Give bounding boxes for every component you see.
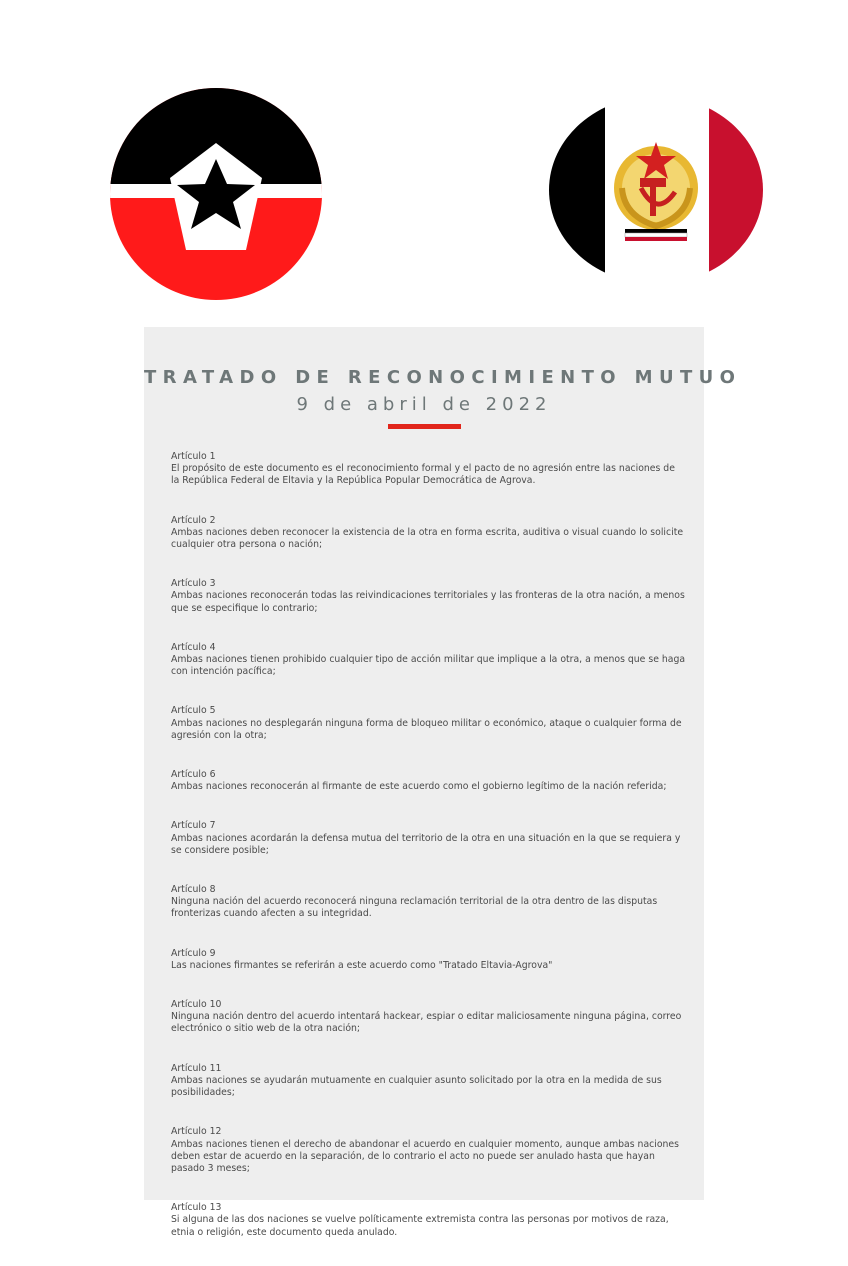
article-body: Ambas naciones reconocerán al firmante de este acuerdo como el gobierno legítimo de la nación referida; <box>171 781 667 793</box>
article-10 <box>171 999 686 1036</box>
article-heading: Artículo 7 <box>171 820 216 832</box>
article-3 <box>171 578 686 615</box>
article-12 <box>171 1126 686 1175</box>
article-heading: Artículo 10 <box>171 999 222 1011</box>
article-2 <box>171 515 686 552</box>
treaty-title: TRATADO DE RECONOCIMIENTO MUTUO <box>144 367 742 388</box>
title-divider <box>388 424 461 429</box>
article-4 <box>171 642 686 679</box>
article-body: Las naciones firmantes se referirán a este acuerdo como "Tratado Eltavia-Agrova" <box>171 959 553 971</box>
article-heading: Artículo 5 <box>171 705 216 717</box>
article-5 <box>171 705 686 742</box>
treaty-panel <box>144 327 742 1238</box>
article-7 <box>171 820 686 857</box>
article-body: Ambas naciones no desplegarán ninguna forma de bloqueo militar o económico, ataque o cualquier forma de agresión con la otra; <box>171 717 682 741</box>
article-body: Ambas naciones tienen prohibido cualquier tipo de acción militar que implique a la otra, a menos que se haga con intención pacífica; <box>171 654 686 678</box>
article-heading: Artículo 9 <box>171 947 216 959</box>
article-body: Ninguna nación del acuerdo reconocerá ninguna reclamación territorial de la otra dentro de las disputas fronterizas cuando afecten a su integridad. <box>171 896 658 920</box>
article-1 <box>171 451 686 488</box>
article-body: Ambas naciones tienen el derecho de abandonar el acuerdo en cualquier momento, aunque ambas naciones deben estar de acuerdo en la separación, de lo contrario el acto no puede ser anulado hasta que hayan pasado 3 meses; <box>171 1138 679 1174</box>
article-6 <box>171 769 686 793</box>
article-body: Ambas naciones deben reconocer la existencia de la otra en forma escrita, auditiva o visual cuando lo solicite cualquier otra persona o nación; <box>171 526 684 551</box>
eltavia-flag <box>109 88 323 300</box>
article-heading: Artículo 2 <box>171 514 216 526</box>
article-body: Ambas naciones reconocerán todas las reivindicaciones territoriales y las fronteras de la otra nación, a menos que se especifique lo contrario; <box>171 590 685 614</box>
article-heading: Artículo 13 <box>171 1202 222 1214</box>
article-heading: Artículo 12 <box>171 1126 222 1138</box>
article-heading: Artículo 3 <box>171 578 216 590</box>
article-body: Ambas naciones se ayudarán mutuamente en cualquier asunto solicitado por la otra en la medida de sus posibilidades; <box>171 1074 662 1099</box>
article-body: Ninguna nación dentro del acuerdo intentará hackear, espiar o editar maliciosamente ninguna página, correo electrónico o sitio web de la otra nación; <box>171 1011 682 1035</box>
article-heading: Artículo 6 <box>171 769 216 781</box>
article-13 <box>171 1202 686 1239</box>
article-body: Ambas naciones acordarán la defensa mutua del territorio de la otra en una situación en la que se requiera y se considere posible; <box>171 832 681 856</box>
article-list <box>171 451 686 1266</box>
article-11 <box>171 1063 686 1100</box>
article-heading: Artículo 11 <box>171 1062 222 1074</box>
article-heading: Artículo 4 <box>171 641 216 653</box>
article-heading: Artículo 1 <box>171 451 216 462</box>
treaty-date: 9 de abril de 2022 <box>296 394 552 415</box>
article-body: Si alguna de las dos naciones se vuelve políticamente extremista contra las personas por motivos de raza, etnia o religión, este documento queda anulado. <box>171 1214 669 1238</box>
agrova-flag <box>549 96 763 284</box>
article-9 <box>171 948 686 972</box>
article-body: El propósito de este documento es el reconocimiento formal y el pacto de no agresión entre las naciones de la República Federal de Eltavia y la República Popular Democrática de Agrova. <box>171 463 675 487</box>
article-8 <box>171 884 686 921</box>
article-heading: Artículo 8 <box>171 884 216 896</box>
